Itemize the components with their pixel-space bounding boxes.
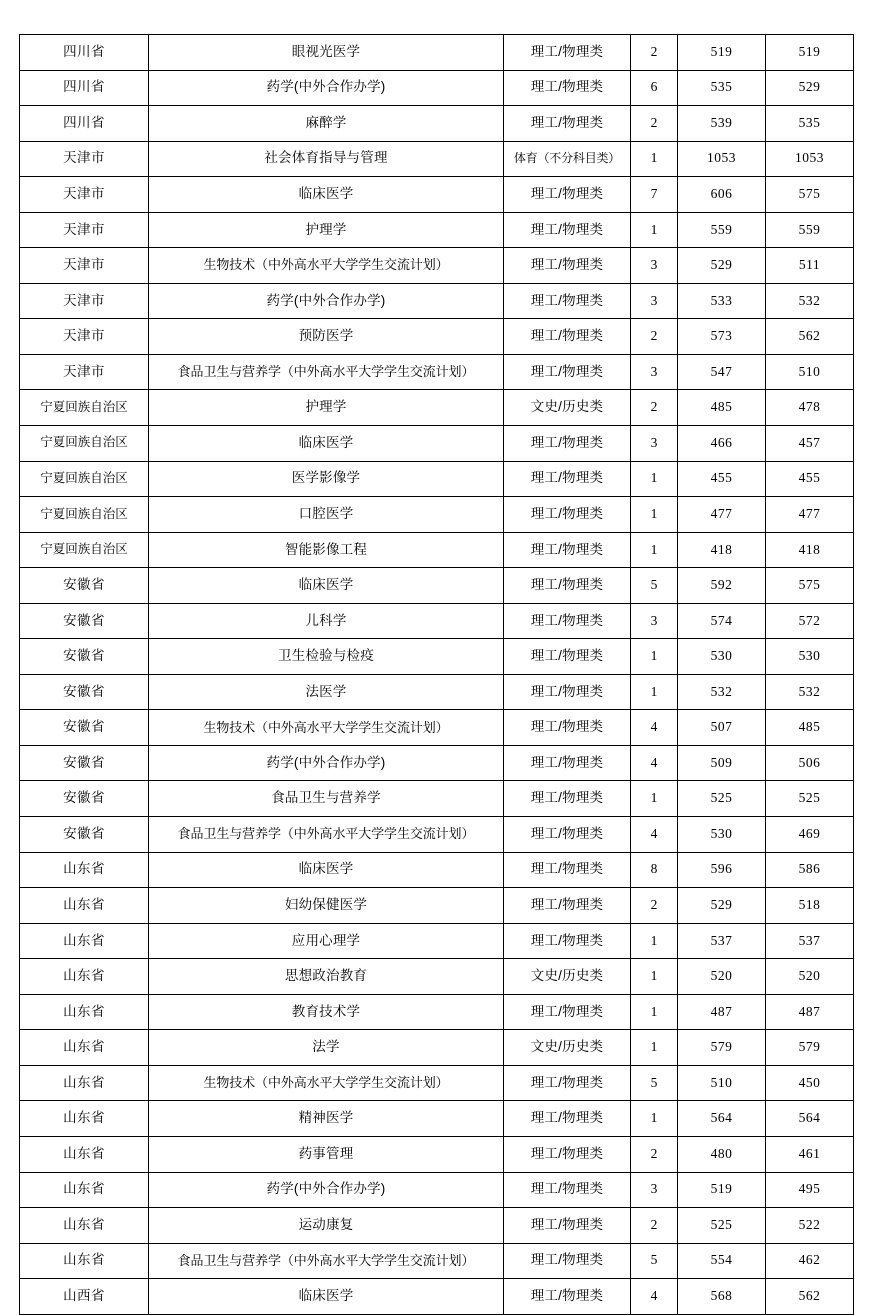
cell-min-score: 535	[766, 106, 854, 142]
table-row	[20, 354, 854, 390]
cell-subject-category: 理工/物理类	[504, 1279, 631, 1315]
cell-subject-category: 理工/物理类	[504, 248, 631, 284]
cell-province: 安徽省	[20, 603, 149, 639]
table-row	[20, 888, 854, 924]
cell-plan-count: 1	[631, 461, 678, 497]
table-row	[20, 1030, 854, 1066]
cell-subject-category: 理工/物理类	[504, 497, 631, 533]
cell-province: 天津市	[20, 177, 149, 213]
cell-province: 山东省	[20, 1208, 149, 1244]
cell-major: 法学	[149, 1030, 504, 1066]
cell-major: 护理学	[149, 390, 504, 426]
cell-province: 山西省	[20, 1279, 149, 1315]
cell-major: 预防医学	[149, 319, 504, 355]
cell-major: 医学影像学	[149, 461, 504, 497]
cell-province: 四川省	[20, 106, 149, 142]
cell-province: 山东省	[20, 959, 149, 995]
cell-province: 宁夏回族自治区	[20, 532, 149, 568]
cell-major: 生物技术（中外高水平大学学生交流计划）	[149, 1065, 504, 1101]
cell-subject-category: 理工/物理类	[504, 283, 631, 319]
cell-plan-count: 1	[631, 1101, 678, 1137]
cell-plan-count: 2	[631, 1208, 678, 1244]
cell-subject-category: 理工/物理类	[504, 639, 631, 675]
cell-min-score: 518	[766, 888, 854, 924]
cell-max-score: 579	[678, 1030, 766, 1066]
cell-major: 药学(中外合作办学)	[149, 745, 504, 781]
cell-min-score: 477	[766, 497, 854, 533]
cell-province: 山东省	[20, 1172, 149, 1208]
cell-major: 食品卫生与营养学	[149, 781, 504, 817]
table-row	[20, 603, 854, 639]
cell-subject-category: 理工/物理类	[504, 817, 631, 853]
cell-major: 智能影像工程	[149, 532, 504, 568]
cell-plan-count: 7	[631, 177, 678, 213]
cell-min-score: 579	[766, 1030, 854, 1066]
table-row	[20, 781, 854, 817]
cell-max-score: 487	[678, 994, 766, 1030]
cell-province: 宁夏回族自治区	[20, 390, 149, 426]
cell-province: 四川省	[20, 70, 149, 106]
cell-min-score: 455	[766, 461, 854, 497]
cell-max-score: 477	[678, 497, 766, 533]
table-row	[20, 959, 854, 995]
table-row	[20, 923, 854, 959]
table-row	[20, 674, 854, 710]
cell-max-score: 519	[678, 1172, 766, 1208]
cell-min-score: 506	[766, 745, 854, 781]
table-row	[20, 426, 854, 462]
cell-province: 安徽省	[20, 639, 149, 675]
cell-max-score: 529	[678, 248, 766, 284]
cell-subject-category: 理工/物理类	[504, 461, 631, 497]
cell-min-score: 462	[766, 1243, 854, 1279]
cell-max-score: 606	[678, 177, 766, 213]
cell-min-score: 478	[766, 390, 854, 426]
cell-max-score: 418	[678, 532, 766, 568]
cell-subject-category: 理工/物理类	[504, 888, 631, 924]
table-row	[20, 1172, 854, 1208]
cell-plan-count: 8	[631, 852, 678, 888]
cell-major: 应用心理学	[149, 923, 504, 959]
cell-plan-count: 2	[631, 390, 678, 426]
cell-major: 护理学	[149, 212, 504, 248]
table-row	[20, 1065, 854, 1101]
cell-plan-count: 3	[631, 248, 678, 284]
table-row	[20, 745, 854, 781]
cell-subject-category: 理工/物理类	[504, 354, 631, 390]
cell-major: 精神医学	[149, 1101, 504, 1137]
cell-min-score: 559	[766, 212, 854, 248]
cell-plan-count: 2	[631, 35, 678, 71]
cell-province: 天津市	[20, 319, 149, 355]
cell-max-score: 530	[678, 639, 766, 675]
cell-max-score: 509	[678, 745, 766, 781]
cell-plan-count: 1	[631, 1030, 678, 1066]
cell-min-score: 525	[766, 781, 854, 817]
cell-max-score: 455	[678, 461, 766, 497]
cell-plan-count: 5	[631, 1065, 678, 1101]
cell-subject-category: 理工/物理类	[504, 710, 631, 746]
admission-score-table	[19, 34, 854, 1315]
cell-max-score: 573	[678, 319, 766, 355]
cell-max-score: 539	[678, 106, 766, 142]
cell-min-score: 532	[766, 674, 854, 710]
cell-subject-category: 理工/物理类	[504, 319, 631, 355]
cell-province: 宁夏回族自治区	[20, 426, 149, 462]
cell-max-score: 1053	[678, 141, 766, 177]
cell-major: 食品卫生与营养学（中外高水平大学学生交流计划）	[149, 817, 504, 853]
cell-max-score: 507	[678, 710, 766, 746]
cell-min-score: 495	[766, 1172, 854, 1208]
cell-min-score: 575	[766, 568, 854, 604]
cell-subject-category: 理工/物理类	[504, 923, 631, 959]
cell-plan-count: 3	[631, 426, 678, 462]
cell-subject-category: 理工/物理类	[504, 852, 631, 888]
table-row	[20, 70, 854, 106]
cell-major: 临床医学	[149, 426, 504, 462]
cell-major: 思想政治教育	[149, 959, 504, 995]
cell-subject-category: 理工/物理类	[504, 1243, 631, 1279]
cell-max-score: 533	[678, 283, 766, 319]
table-row	[20, 710, 854, 746]
cell-plan-count: 2	[631, 1136, 678, 1172]
cell-max-score: 485	[678, 390, 766, 426]
cell-plan-count: 3	[631, 354, 678, 390]
table-row	[20, 994, 854, 1030]
cell-max-score: 568	[678, 1279, 766, 1315]
cell-plan-count: 1	[631, 497, 678, 533]
cell-subject-category: 理工/物理类	[504, 106, 631, 142]
table-body	[20, 35, 854, 1315]
cell-min-score: 418	[766, 532, 854, 568]
cell-major: 运动康复	[149, 1208, 504, 1244]
table-row	[20, 390, 854, 426]
cell-subject-category: 体育（不分科目类）	[504, 141, 631, 177]
cell-min-score: 485	[766, 710, 854, 746]
cell-major: 临床医学	[149, 177, 504, 213]
cell-subject-category: 理工/物理类	[504, 994, 631, 1030]
cell-min-score: 529	[766, 70, 854, 106]
cell-province: 四川省	[20, 35, 149, 71]
cell-min-score: 562	[766, 1279, 854, 1315]
cell-subject-category: 理工/物理类	[504, 426, 631, 462]
cell-major: 药事管理	[149, 1136, 504, 1172]
cell-min-score: 457	[766, 426, 854, 462]
cell-subject-category: 文史/历史类	[504, 1030, 631, 1066]
cell-plan-count: 3	[631, 283, 678, 319]
cell-major: 麻醉学	[149, 106, 504, 142]
admission-score-table-container	[19, 34, 846, 1315]
cell-plan-count: 5	[631, 1243, 678, 1279]
table-row	[20, 1136, 854, 1172]
cell-min-score: 562	[766, 319, 854, 355]
table-row	[20, 212, 854, 248]
cell-province: 天津市	[20, 141, 149, 177]
cell-major: 妇幼保健医学	[149, 888, 504, 924]
cell-province: 山东省	[20, 923, 149, 959]
cell-min-score: 510	[766, 354, 854, 390]
table-row	[20, 177, 854, 213]
cell-province: 安徽省	[20, 817, 149, 853]
table-row	[20, 461, 854, 497]
table-row	[20, 1243, 854, 1279]
cell-max-score: 532	[678, 674, 766, 710]
table-row	[20, 1208, 854, 1244]
cell-plan-count: 2	[631, 319, 678, 355]
cell-plan-count: 3	[631, 1172, 678, 1208]
cell-province: 安徽省	[20, 710, 149, 746]
cell-plan-count: 1	[631, 532, 678, 568]
table-row	[20, 35, 854, 71]
cell-province: 安徽省	[20, 674, 149, 710]
cell-subject-category: 文史/历史类	[504, 390, 631, 426]
cell-max-score: 592	[678, 568, 766, 604]
cell-min-score: 487	[766, 994, 854, 1030]
cell-subject-category: 理工/物理类	[504, 674, 631, 710]
cell-major: 生物技术（中外高水平大学学生交流计划）	[149, 710, 504, 746]
cell-max-score: 574	[678, 603, 766, 639]
cell-plan-count: 4	[631, 1279, 678, 1315]
cell-major: 生物技术（中外高水平大学学生交流计划）	[149, 248, 504, 284]
cell-major: 法医学	[149, 674, 504, 710]
cell-plan-count: 1	[631, 639, 678, 675]
table-row	[20, 1101, 854, 1137]
cell-min-score: 519	[766, 35, 854, 71]
cell-min-score: 586	[766, 852, 854, 888]
cell-major: 药学(中外合作办学)	[149, 283, 504, 319]
cell-subject-category: 理工/物理类	[504, 568, 631, 604]
cell-province: 山东省	[20, 852, 149, 888]
cell-plan-count: 4	[631, 817, 678, 853]
cell-min-score: 532	[766, 283, 854, 319]
cell-min-score: 572	[766, 603, 854, 639]
cell-major: 口腔医学	[149, 497, 504, 533]
cell-province: 宁夏回族自治区	[20, 497, 149, 533]
cell-major: 社会体育指导与管理	[149, 141, 504, 177]
cell-max-score: 535	[678, 70, 766, 106]
cell-plan-count: 1	[631, 781, 678, 817]
cell-subject-category: 理工/物理类	[504, 212, 631, 248]
cell-subject-category: 理工/物理类	[504, 532, 631, 568]
cell-plan-count: 1	[631, 212, 678, 248]
cell-min-score: 1053	[766, 141, 854, 177]
cell-major: 教育技术学	[149, 994, 504, 1030]
cell-plan-count: 4	[631, 745, 678, 781]
cell-plan-count: 1	[631, 141, 678, 177]
table-row	[20, 817, 854, 853]
cell-province: 山东省	[20, 1243, 149, 1279]
cell-max-score: 480	[678, 1136, 766, 1172]
cell-subject-category: 理工/物理类	[504, 1136, 631, 1172]
cell-subject-category: 理工/物理类	[504, 1172, 631, 1208]
cell-plan-count: 1	[631, 923, 678, 959]
cell-plan-count: 3	[631, 603, 678, 639]
cell-min-score: 520	[766, 959, 854, 995]
cell-province: 山东省	[20, 1101, 149, 1137]
cell-min-score: 469	[766, 817, 854, 853]
cell-province: 山东省	[20, 1030, 149, 1066]
cell-province: 山东省	[20, 994, 149, 1030]
cell-major: 临床医学	[149, 852, 504, 888]
cell-max-score: 519	[678, 35, 766, 71]
cell-major: 卫生检验与检疫	[149, 639, 504, 675]
table-row	[20, 106, 854, 142]
cell-subject-category: 理工/物理类	[504, 1208, 631, 1244]
cell-province: 山东省	[20, 888, 149, 924]
cell-max-score: 547	[678, 354, 766, 390]
cell-min-score: 564	[766, 1101, 854, 1137]
cell-max-score: 466	[678, 426, 766, 462]
cell-major: 食品卫生与营养学（中外高水平大学学生交流计划）	[149, 1243, 504, 1279]
cell-province: 天津市	[20, 248, 149, 284]
table-row	[20, 1279, 854, 1315]
cell-max-score: 529	[678, 888, 766, 924]
cell-plan-count: 6	[631, 70, 678, 106]
cell-province: 天津市	[20, 283, 149, 319]
cell-min-score: 450	[766, 1065, 854, 1101]
cell-min-score: 511	[766, 248, 854, 284]
cell-plan-count: 1	[631, 959, 678, 995]
cell-min-score: 461	[766, 1136, 854, 1172]
cell-min-score: 575	[766, 177, 854, 213]
cell-plan-count: 2	[631, 888, 678, 924]
cell-max-score: 525	[678, 1208, 766, 1244]
cell-major: 儿科学	[149, 603, 504, 639]
cell-major: 药学(中外合作办学)	[149, 1172, 504, 1208]
cell-plan-count: 2	[631, 106, 678, 142]
cell-max-score: 564	[678, 1101, 766, 1137]
cell-major: 临床医学	[149, 1279, 504, 1315]
cell-major: 食品卫生与营养学（中外高水平大学学生交流计划）	[149, 354, 504, 390]
cell-major: 眼视光医学	[149, 35, 504, 71]
cell-province: 山东省	[20, 1065, 149, 1101]
cell-plan-count: 1	[631, 674, 678, 710]
cell-subject-category: 理工/物理类	[504, 70, 631, 106]
cell-subject-category: 理工/物理类	[504, 177, 631, 213]
cell-subject-category: 理工/物理类	[504, 745, 631, 781]
table-row	[20, 319, 854, 355]
cell-province: 安徽省	[20, 781, 149, 817]
table-row	[20, 532, 854, 568]
cell-max-score: 537	[678, 923, 766, 959]
cell-max-score: 554	[678, 1243, 766, 1279]
cell-plan-count: 1	[631, 994, 678, 1030]
cell-max-score: 525	[678, 781, 766, 817]
cell-province: 安徽省	[20, 745, 149, 781]
cell-plan-count: 5	[631, 568, 678, 604]
cell-max-score: 559	[678, 212, 766, 248]
table-row	[20, 283, 854, 319]
table-row	[20, 639, 854, 675]
table-row	[20, 497, 854, 533]
cell-province: 天津市	[20, 354, 149, 390]
table-row	[20, 852, 854, 888]
cell-subject-category: 文史/历史类	[504, 959, 631, 995]
cell-province: 宁夏回族自治区	[20, 461, 149, 497]
cell-max-score: 596	[678, 852, 766, 888]
cell-province: 天津市	[20, 212, 149, 248]
cell-plan-count: 4	[631, 710, 678, 746]
cell-subject-category: 理工/物理类	[504, 603, 631, 639]
cell-min-score: 522	[766, 1208, 854, 1244]
cell-major: 临床医学	[149, 568, 504, 604]
cell-max-score: 510	[678, 1065, 766, 1101]
cell-province: 山东省	[20, 1136, 149, 1172]
cell-subject-category: 理工/物理类	[504, 1101, 631, 1137]
table-row	[20, 568, 854, 604]
table-row	[20, 141, 854, 177]
cell-min-score: 537	[766, 923, 854, 959]
cell-min-score: 530	[766, 639, 854, 675]
cell-major: 药学(中外合作办学)	[149, 70, 504, 106]
cell-province: 安徽省	[20, 568, 149, 604]
cell-subject-category: 理工/物理类	[504, 1065, 631, 1101]
cell-max-score: 530	[678, 817, 766, 853]
table-row	[20, 248, 854, 284]
cell-subject-category: 理工/物理类	[504, 781, 631, 817]
cell-subject-category: 理工/物理类	[504, 35, 631, 71]
cell-max-score: 520	[678, 959, 766, 995]
